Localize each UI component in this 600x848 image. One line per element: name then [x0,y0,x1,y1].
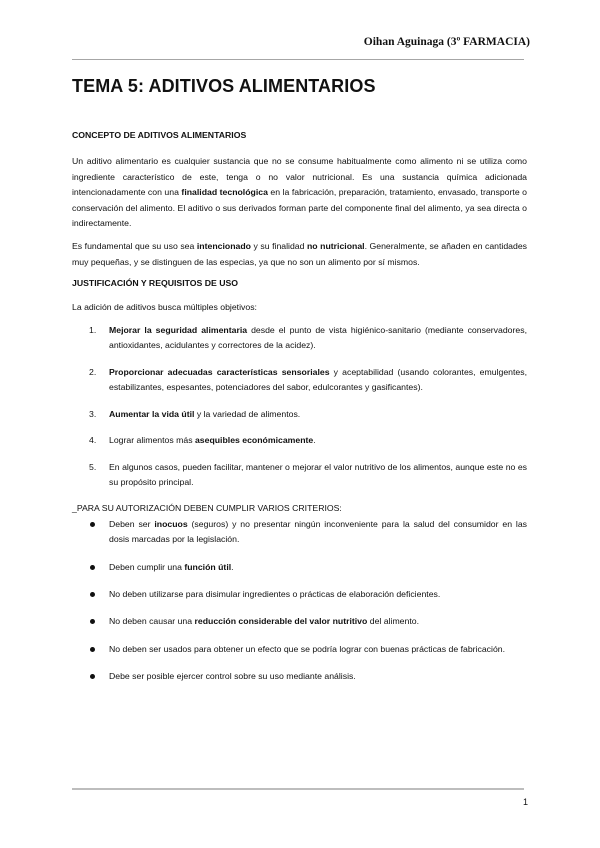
bullet-icon [90,592,95,597]
bold-term: Aumentar la vida útil [109,408,195,419]
objectives-intro: La adición de aditivos busca múltiples objetivos: [72,301,257,312]
objective-number: 3. [89,408,97,419]
bold-term: Mejorar la seguridad alimentaria [109,325,248,336]
text-run: . Generalmente, se añaden en cantidades muy pequeñas, y se distinguen de las especias, ya que no son un alimento por sí mismos. [72,241,527,267]
criteria-heading: _PARA SU AUTORIZACIÓN DEBEN CUMPLIR VARIOS CRITERIOS: [72,503,342,514]
text-run: No deben causar una [109,616,195,627]
criteria-item [72,587,527,602]
document-body [72,128,527,697]
bold-term: finalidad tecnológica [181,187,268,198]
header-author: Oihan Aguinaga (3º FARMACIA) [363,36,530,48]
text-run: y aceptabilidad (usando colorantes, emulgentes, estabilizantes, espesantes, potenciadores del sabor, edulcorantes y gasificantes). [109,366,527,393]
text-run: No deben utilizarse para disimular ingredientes o prácticas de elaboración deficientes. [109,588,441,599]
criteria-list [72,517,527,685]
text-run: y su finalidad [250,241,307,252]
text-run: en la fabricación, preparación, tratamiento, envasado, transporte o conservación del alimento. El aditivo o sus derivados forman parte del componente final del alimento, ya sea directa o indirectamente. [72,187,527,229]
bullet-icon [90,522,95,527]
text-run: del alimento. [367,616,419,627]
bullet-icon [90,619,95,624]
bold-term: reducción considerable del valor nutritivo [194,616,368,627]
bold-term: inocuos [154,518,188,529]
criteria-item [72,669,527,684]
bold-term: intencionado [196,241,251,252]
text-run: Es fundamental que su uso sea [72,241,197,252]
section-heading-concepto: CONCEPTO DE ADITIVOS ALIMENTARIOS [72,130,247,140]
text-run: Deben cumplir una [109,561,185,572]
header-rule [72,59,524,60]
page-number: 1 [522,797,528,807]
bullet-icon [90,674,95,679]
bold-term: asequibles económicamente [194,435,314,446]
objective-number: 4. [89,435,97,446]
text-run: Deben ser [109,518,155,529]
criteria-item [72,642,527,657]
text-run: Lograr alimentos más [109,435,195,446]
objective-item [72,323,527,354]
section-heading-justificacion: JUSTIFICACIÓN Y REQUISITOS DE USO [72,278,239,289]
objectives-list [72,323,527,490]
footer-rule [72,788,524,790]
bold-term: no nutricional [307,241,365,252]
text-run: . [313,435,316,446]
text-run: (seguros) y no presentar ningún inconveniente para la salud del consumidor en las dosis marcadas por la legislación. [109,518,527,545]
bold-term: Proporcionar adecuadas características sensoriales [109,366,330,377]
objective-item [72,460,527,491]
criteria-item [72,614,527,629]
objective-item [72,407,527,422]
page-title: TEMA 5: ADITIVOS ALIMENTARIOS [72,76,376,96]
text-run: Debe ser posible ejercer control sobre su uso mediante análisis. [109,671,356,682]
criteria-item [72,517,527,548]
text-run: y la variedad de alimentos. [194,408,301,419]
text-run: En algunos casos, pueden facilitar, mantener o mejorar el valor nutritivo de los alimentos, aunque este no es su propósito principal. [109,461,527,487]
text-run: Un aditivo alimentario es cualquier sustancia que no se consume habitualmente como alimento ni se utiliza como ingrediente característico de este, tenga o no valor nutricional. Es una sustancia química adicionada intencionadamente con una [72,156,527,198]
objective-item [72,365,527,396]
text-run: . [231,561,234,572]
bullet-icon [90,565,95,570]
bullet-icon [90,647,95,652]
objective-item [72,433,527,448]
paragraph-definition [72,154,527,231]
text-run: No deben ser usados para obtener un efecto que se podría lograr con buenas prácticas de fabricación. [109,643,506,654]
objective-number: 2. [89,366,97,377]
text-run: desde el punto de vista higiénico-sanitario (mediante conservadores, antioxidantes, acidulantes y correctores de la acidez). [109,325,527,351]
bold-term: función útil [184,561,232,572]
objective-number: 5. [89,461,97,472]
criteria-item [72,560,527,575]
objective-number: 1. [89,325,97,336]
paragraph-intent [72,239,527,270]
